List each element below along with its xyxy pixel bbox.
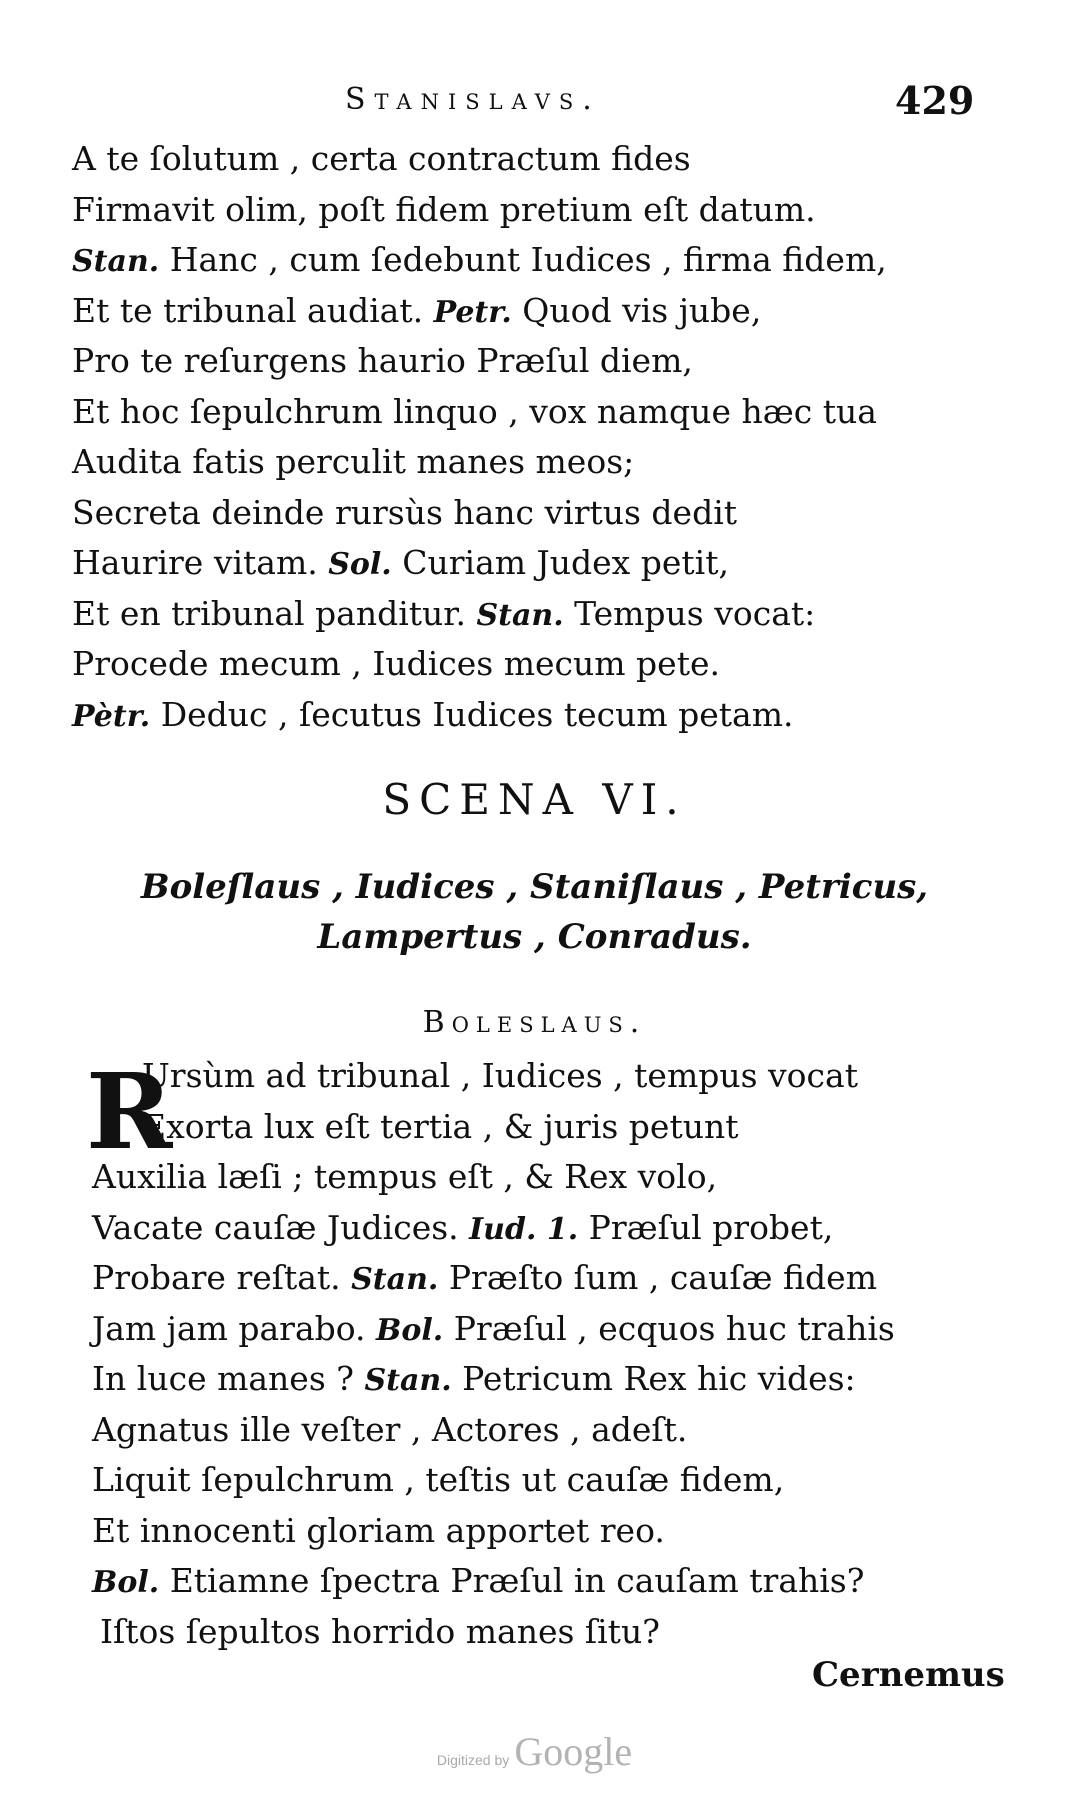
speaker-abbrev: Stan. [72,244,160,279]
digitized-watermark [0,1728,1069,1775]
drop-cap: R [86,1050,173,1173]
characters-line-1: Boleſlaus , Iudices , Staniſlaus , Petricus, [140,867,929,907]
verse-line: Secreta deinde rursùs hanc virtus dedit [72,492,738,532]
verse-line: Iſtos ſepultos horrido manes ſitu? [100,1611,660,1651]
verse-block-2 [0,1052,1069,1658]
speaker-abbrev: Stan. [476,597,564,633]
page-number: 429 [895,78,975,123]
speaker-abbrev: Sol. [328,547,392,582]
characters-line-2: Lampertus , Conradus. [317,917,752,957]
speaker-abbrev: Bol. [376,1312,444,1348]
verse-line: Exorta lux eſt tertia , & juris petunt [142,1106,739,1146]
verse-line: Vacate cauſæ Judices. Iud. 1. Præſul probet, [92,1207,834,1247]
running-title: Stanislavs. [345,82,601,117]
verse-line: Pètr. Deduc , ſecutus Iudices tecum petam. [72,694,794,734]
verse-line: Pro te reſurgens haurio Præſul diem, [72,341,693,380]
verse-line: Liquit ſepulchrum , teſtis ut cauſæ fidem, [92,1460,785,1499]
google-logo: Google [514,1729,633,1774]
digitized-by-label: Digitized by [436,1752,510,1768]
verse-line: Et te tribunal audiat. Petr. Quod vis jube, [72,290,762,330]
dramatis-personae [0,862,1069,962]
scene-title: SCENA VI. [382,775,687,824]
speaker-heading: Boleslaus. [422,1005,647,1040]
speaker-abbrev: Pètr. [72,698,151,734]
speaker-abbrev: Iud. 1. [469,1211,579,1247]
running-head [0,78,1069,123]
verse-line: Firmavit olim, poſt fidem pretium eſt datum. [72,189,816,229]
verse-line: A te ſolutum , certa contractum fides [72,139,691,178]
verse-line: Et en tribunal panditur. Stan. Tempus vocat: [72,593,816,633]
speaker-abbrev: Petr. [433,294,512,330]
verse-line: Bol. Etiamne ſpectra Præſul in cauſam trahis? [92,1561,865,1600]
speaker-abbrev: Stan. [364,1363,452,1398]
verse-line: In luce manes ? Stan. Petricum Rex hic vides: [92,1359,856,1398]
speaker-abbrev: Stan. [351,1262,439,1297]
verse-line: Agnatus ille veſter , Actores , adeſt. [92,1409,688,1449]
verse-line: Audita fatis perculit manes meos; [72,442,635,481]
verse-line: Ursùm ad tribunal , Iudices , tempus vocat [142,1056,858,1095]
catchword: Cernemus [812,1655,1005,1695]
verse-line: Stan. Hanc , cum ſedebunt Iudices , firma fidem, [72,240,887,279]
verse-line: Probare reſtat. Stan. Præſto ſum , cauſæ fidem [92,1258,877,1297]
verse-line: Et hoc ſepulchrum linquo , vox namque hæc tua [72,391,877,431]
verse-line: Procede mecum , Iudices mecum pete. [72,644,720,683]
verse-block-1 [0,135,1069,741]
verse-line: Jam jam parabo. Bol. Præſul , ecquos huc trahis [92,1308,895,1348]
speaker-abbrev: Bol. [92,1565,160,1600]
verse-line: Et innocenti gloriam apportet reo. [92,1510,665,1550]
verse-line: Auxilia læſi ; tempus eſt , & Rex volo, [92,1157,718,1196]
verse-line: Haurire vitam. Sol. Curiam Judex petit, [72,543,729,582]
